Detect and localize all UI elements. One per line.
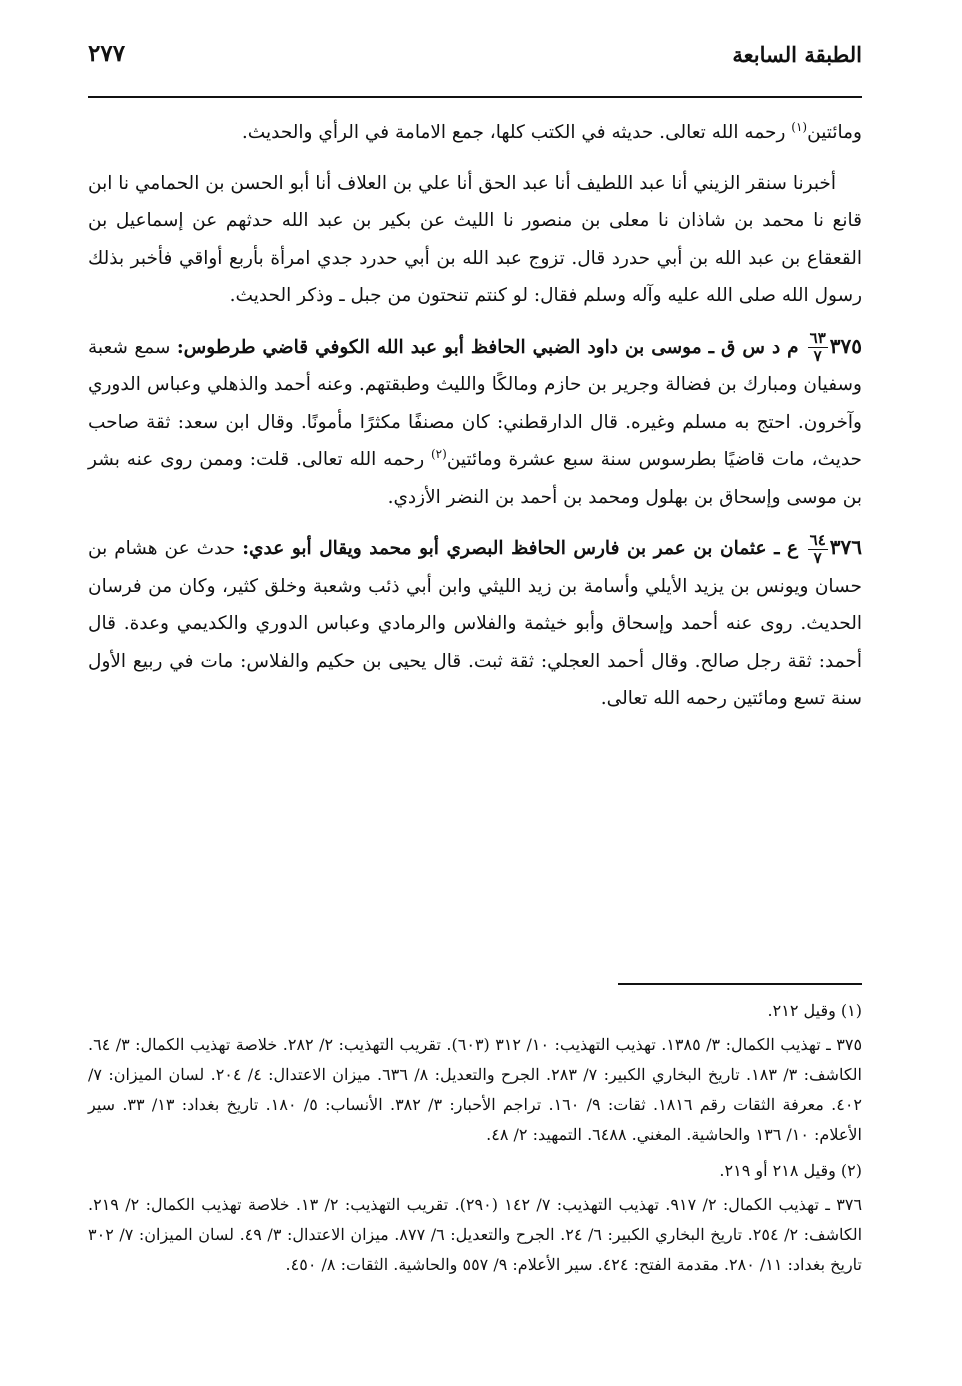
- entry-375: ٣٧٥ $\frac{٦٣}{٧}$ م د س ق ـ موسى بن داود الضبي الحافظ أبو عبد الله الكوفي قاضي طرطوس: سمع شعبة وسفيان ومبارك بن فضالة وجرير بن حازم ومالكًا والليث وطبقتهم. وعنه أحمد والذهلي وعباس الدوري وآخرون. احتج به مسلم وغيره. قال الدارقطني: كان مصنفًا مكثرًا مأمونًا. وقال ابن سعد: ثقة صاحب حديث، مات قاضيًا بطرسوس سنة سبع عشرة ومائتين$^{(٢)}$ رحمه الله تعالى. قلت: وممن روى عنه بشر بن موسى وإسحاق بن بهلول ومحمد بن أحمد بن النضر الأزدي.: [88, 329, 862, 508]
- footnote-rule: [618, 983, 862, 985]
- paragraph-hadith: أخبرنا سنقر الزيني أنا عبد اللطيف أنا عبد الحق أنا علي بن العلاف أنا أبو الحسن بن الحمامي نا ابن قانع نا محمد بن شاذان نا معلى بن منصور نا الليث عن بكير بن عبد الله حدثهم عن إسماعيل بن القعقاع بن عبد الله بن أبي حدرد قال. تزوج عبد الله بن أبي حدرد جدي امرأة بأربع أواقي فأخبر بذلك رسول الله صلى الله عليه وآله وسلم فقال: لو كنتم تنحتون من جبل ـ وذكر الحديث.: [88, 172, 862, 306]
- entry-376: [88, 529, 862, 718]
- entry-body: سمع شعبة وسفيان ومبارك بن فضالة وجرير بن حازم ومالكًا والليث وطبقتهم. وعنه أحمد والذهلي وعباس الدوري وآخرون. احتج به مسلم وغيره. قال الدارقطني: كان مصنفًا مكثرًا مأمونًا. وقال ابن سعد: ثقة صاحب حديث، مات قاضيًا بطرسوس سنة سبع عشرة ومائتين: [88, 336, 862, 470]
- footnote-ref-1: (١): [791, 119, 808, 134]
- footnote-2: (٢) وقيل ٢١٨ أو ٢١٩.: [719, 1161, 862, 1180]
- book-page: [88, 38, 862, 1358]
- entry-heading: ع ـ عثمان بن عمر بن فارس الحافظ البصري أبو محمد ويقال أبو عدي:: [242, 538, 806, 559]
- entry-fraction: $\frac{٦٤}{٧}$: [809, 530, 826, 567]
- entry-number: ٣٧٥: [829, 333, 862, 358]
- sources-375: ٣٧٥ ـ تهذيب الكمال: ٣/ ١٣٨٥. تهذيب التهذيب: ١٠/ ٣١٢ (٦٠٣). تقريب التهذيب: ٢/ ٢٨٢. خلاصة تهذيب الكمال: ٣/ ٦٤. الكاشف: ٣/ ١٨٣. تاريخ البخاري الكبير: ٧/ ٢٨٣. الجرح والتعديل: ٨/ ٦٣٦. ميزان الاعتدال: ٤/ ٢٠٤. لسان الميزان: ٧/ ٤٠٢. معرفة الثقات رقم ١٨١٦. ثقات: ٩/ ١٦٠. تراجم الأحبار: ٣/ ٣٨٢. الأنساب: ٥/ ١٨٠. تاريخ بغداد: ١٣/ ٣٣. سير الأعلام: ١٠/ ١٣٦ والحاشية. المغني. ٦٤٨٨. التمهيد: ٢/ ٤٨.: [88, 1035, 863, 1144]
- footnote-ref-2: (٢): [430, 446, 447, 461]
- main-text: [88, 114, 862, 718]
- page-number: ٢٧٧: [88, 40, 126, 67]
- header-rule: [88, 96, 862, 98]
- entry-fraction: $\frac{٦٣}{٧}$: [809, 329, 826, 365]
- page-header: [88, 38, 862, 86]
- footnote-1: (١) وقيل ٢١٢.: [767, 1001, 862, 1020]
- entry-heading: م د س ق ـ موسى بن داود الضبي الحافظ أبو عبد الله الكوفي قاضي طرطوس:: [176, 336, 806, 358]
- paragraph-continuation: ومائتين$^{(١)}$ رحمه الله تعالى. حديثه في الكتب كلها، جمع الامامة في الرأي والحديث.: [241, 119, 862, 143]
- running-title: الطبقة السابعة: [732, 42, 862, 67]
- footnotes: [88, 996, 862, 1280]
- entry-number: ٣٧٦: [829, 535, 862, 559]
- sources-376: ٣٧٦ ـ تهذيب الكمال: ٢/ ٩١٧. تهذيب التهذيب: ٧/ ١٤٢ (٢٩٠). تقريب التهذيب: ٢/ ١٣. خلاصة تهذيب الكمال: ٢/ ٢١٩. الكاشف: ٢/ ٢٥٤. تاريخ البخاري الكبير: ٦/ ٢٤. الجرح والتعديل: ٦/ ٨٧٧. ميزان الاعتدال: ٣/ ٤٩. لسان الميزان: ٧/ ٣٠٢ تاريخ بغداد: ١١/ ٢٨٠. مقدمة الفتح: ٤٢٤. سير الأعلام: ٩/ ٥٥٧ والحاشية. الثقات: ٨/ ٤٥٠.: [88, 1195, 863, 1274]
- entry-body: حدث عن هشام بن حسان ويونس بن يزيد الأيلي وأسامة بن زيد الليثي وابن أبي ذئب وشعبة وخلق كثير، وكان من فرسان الحديث. روى عنه أحمد وإسحاق وأبو خيثمة والفلاس والرمادي وعباس الدوري والكديمي وعدة. قال أحمد: ثقة رجل صالح. وقال أحمد العجلي: ثقة ثبت. قال يحيى بن حكيم والفلاس: مات في ربيع الأول سنة تسع ومائتين رحمه الله تعالى.: [88, 538, 862, 709]
